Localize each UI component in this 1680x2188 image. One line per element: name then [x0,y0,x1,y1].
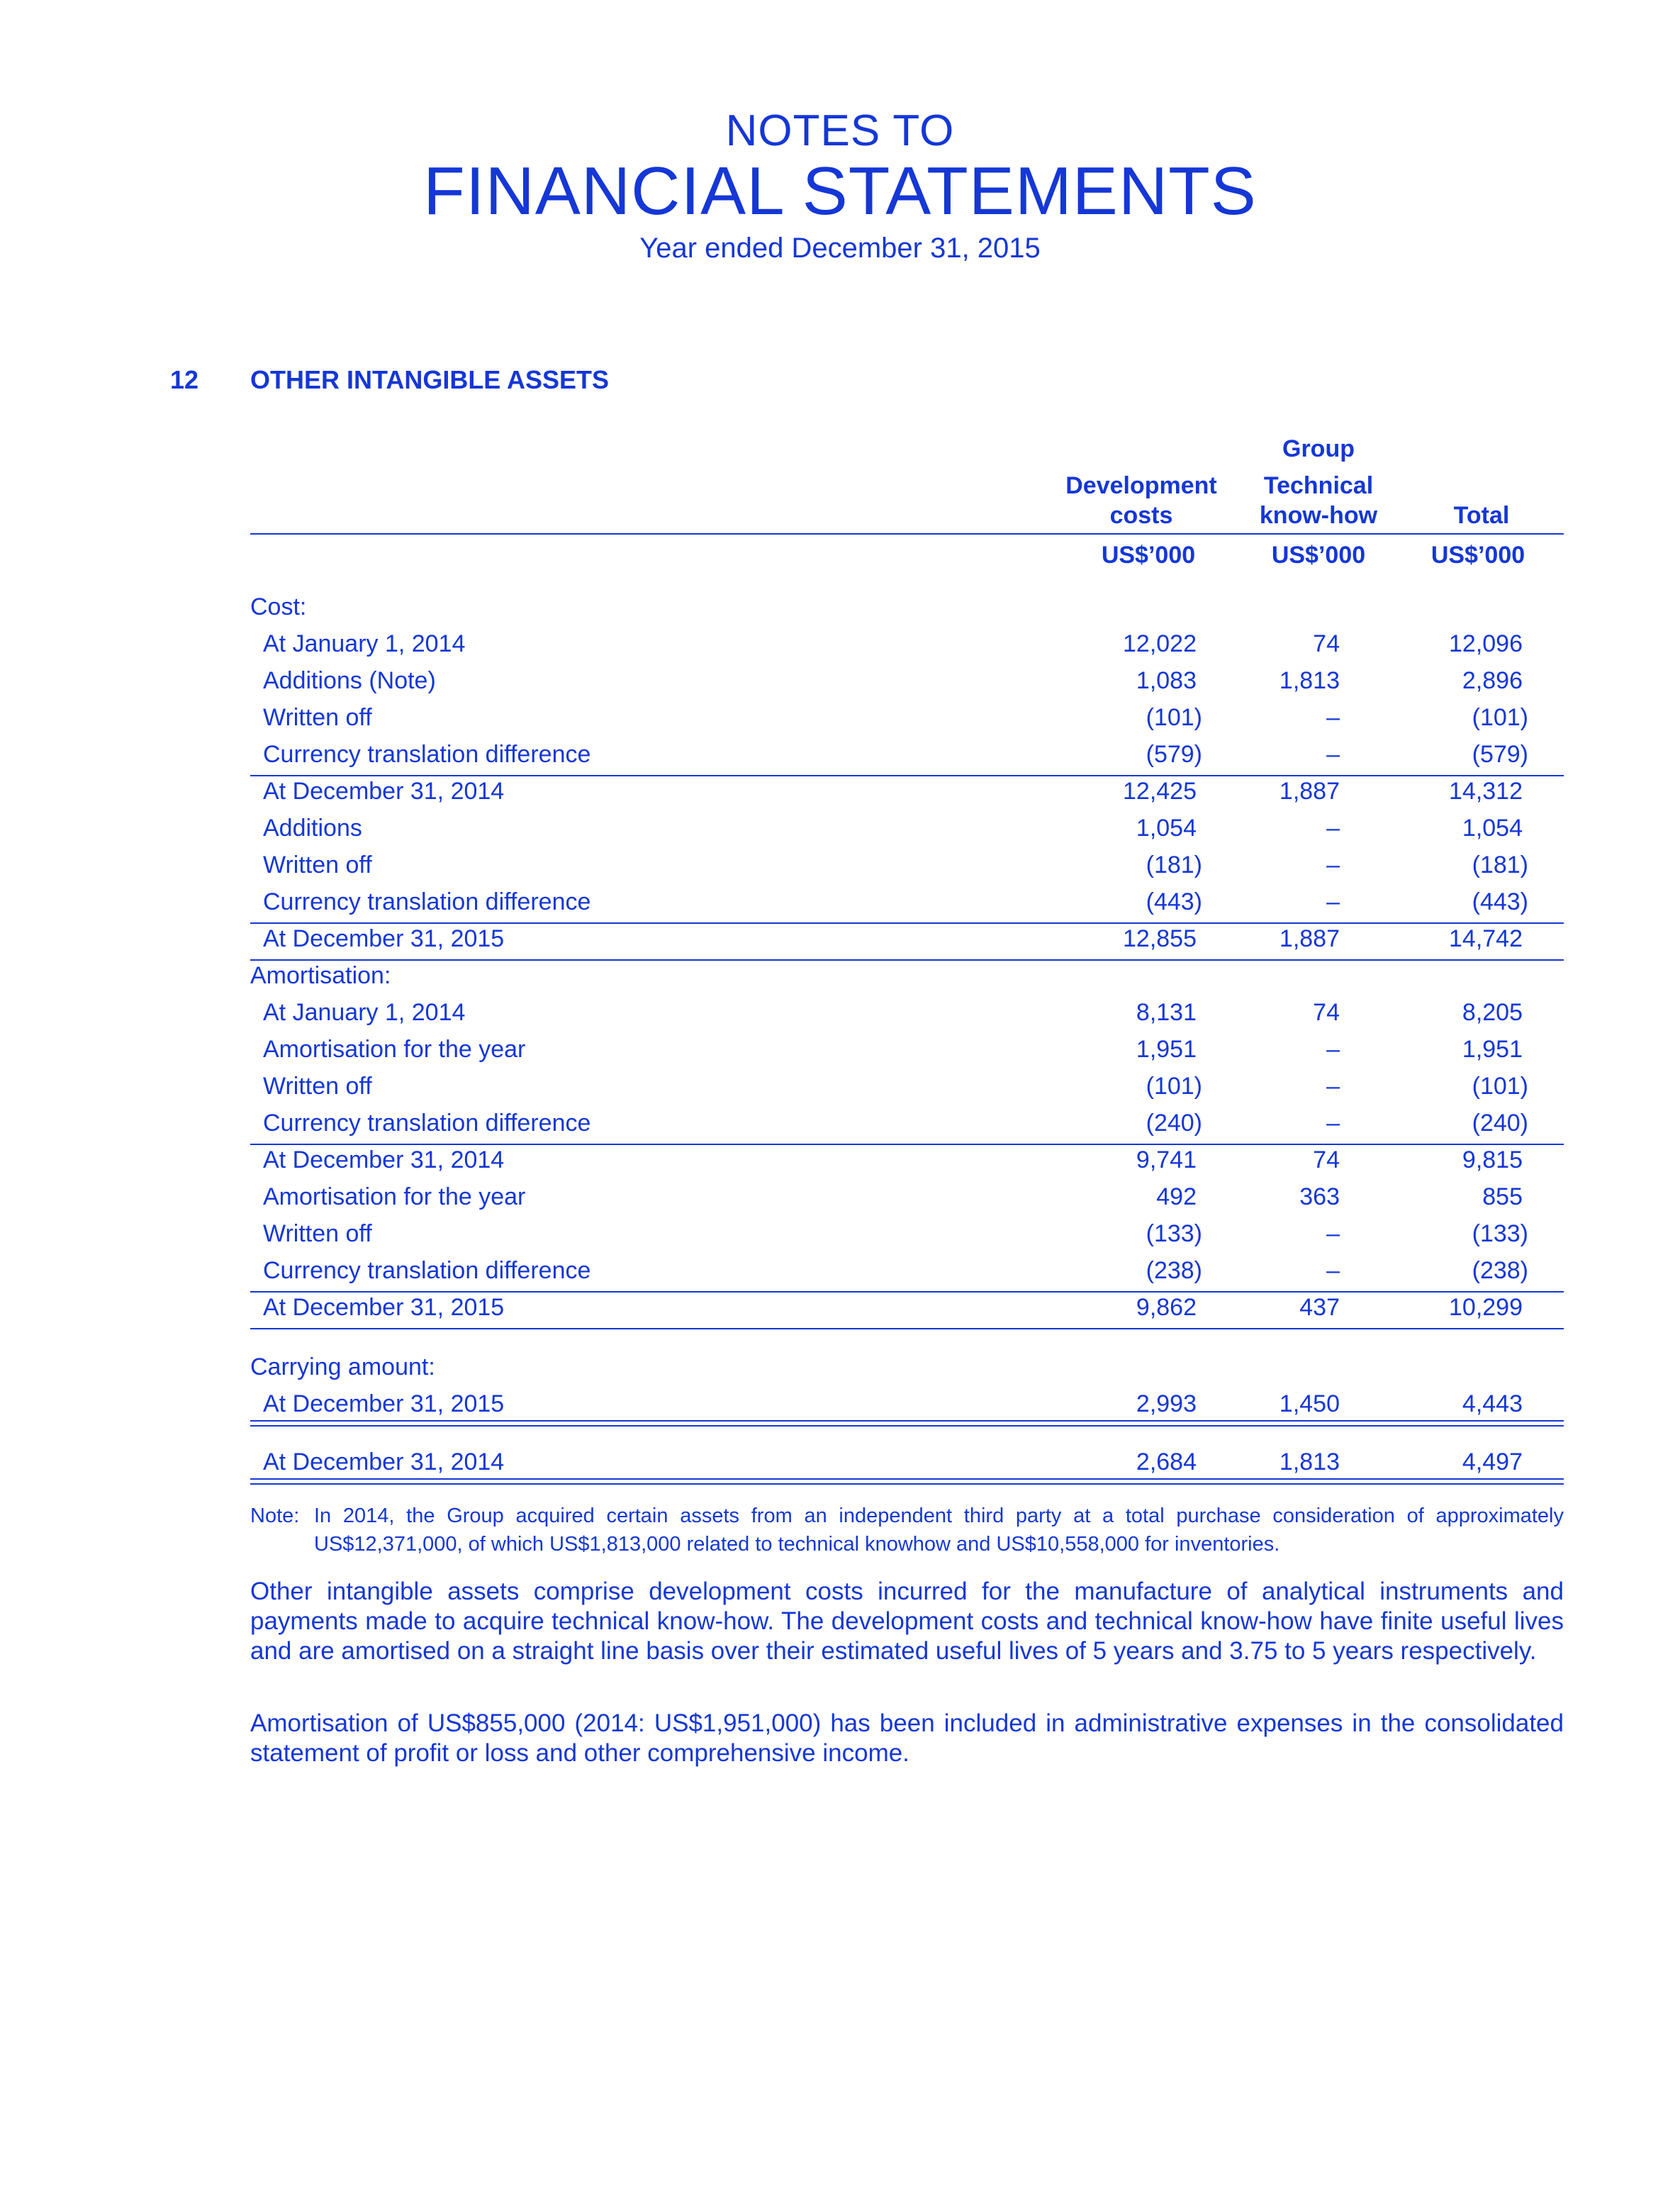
row-label: Amortisation: [250,962,391,989]
cell-total: (181) [1472,852,1528,878]
cell-technical: – [1326,1257,1340,1284]
row-label: Cost: [250,593,307,620]
page-subtitle: Year ended December 31, 2015 [639,233,1041,264]
col-development-unit: US$’000 [1101,542,1196,569]
cell-development: 1,951 [1136,1036,1197,1063]
row-label: Written off [263,852,372,878]
section-title: OTHER INTANGIBLE ASSETS [250,365,610,394]
table-row [250,1068,1564,1105]
cell-total: 9,815 [1462,1146,1523,1173]
col-total-unit: US$’000 [1430,542,1525,569]
group-header: Group [1282,435,1355,462]
row-label: At January 1, 2014 [263,999,466,1026]
row-label: Currency translation difference [263,741,591,768]
cell-total: (579) [1472,741,1528,768]
col-technical-unit: US$’000 [1271,542,1366,569]
cell-total: (240) [1472,1110,1528,1137]
cell-development: (133) [1146,1220,1202,1247]
table-row [250,847,1564,883]
cell-development: (240) [1146,1110,1202,1137]
row-label: Currency translation difference [263,1257,591,1284]
row-label: Currency translation difference [263,1110,591,1137]
row-label: Carrying amount: [250,1353,435,1380]
cell-development: 12,022 [1123,630,1197,657]
table-row [250,1105,1564,1142]
cell-total: 1,054 [1462,815,1523,842]
table-row [250,1289,1564,1326]
row-label: Amortisation for the year [263,1036,526,1063]
table-row [250,1031,1564,1068]
row-label: At December 31, 2015 [263,1390,505,1417]
double-rule-top [250,1420,1564,1422]
cell-total: (238) [1472,1257,1528,1284]
row-label: At December 31, 2015 [263,1294,505,1321]
double-rule-bottom [250,1483,1564,1485]
cell-development: (579) [1146,741,1202,768]
table-row [250,625,1564,662]
col-technical-line1: Technical [1263,472,1374,499]
cell-total: 14,312 [1449,778,1523,805]
cell-technical: – [1326,852,1340,878]
paragraph-description: Other intangible assets comprise development costs incurred for the manufacture of analytical instruments and payments made to acquire technical know-how. The development costs and technical know-how have finite useful lives and are amortised on a straight line basis over their estimated useful lives of 5 years and 3.75 to 5 years respectively. [250,1578,1564,1665]
col-total-line2: Total [1453,502,1510,529]
cell-development: 2,684 [1136,1449,1197,1475]
row-label: Currency translation difference [263,888,591,915]
col-technical-line2: know-how [1259,502,1378,529]
cell-total: 8,205 [1462,999,1523,1026]
cell-technical: – [1326,1036,1340,1063]
cell-total: 2,896 [1462,667,1523,694]
cell-development: 8,131 [1136,999,1197,1026]
table-note [250,1502,1564,1558]
table-row [250,1142,1564,1178]
cell-technical: 74 [1313,999,1340,1026]
cell-development: 1,083 [1136,667,1197,694]
page-header-notes-to: NOTES TO [725,106,955,155]
cell-technical: – [1326,704,1340,731]
cell-development: 9,741 [1136,1146,1197,1173]
cell-technical: – [1326,741,1340,768]
cell-development: (181) [1146,852,1202,878]
cell-technical: 1,887 [1279,778,1340,805]
cell-development: 2,993 [1136,1390,1197,1417]
paragraph-amortisation: Amortisation of US$855,000 (2014: US$1,951,000) has been included in administrative expenses in the consolidated statement of profit or loss and other comprehensive income. [250,1709,1564,1767]
row-label: Additions [263,815,362,842]
table-row [250,1444,1564,1480]
cell-total: 14,742 [1449,925,1523,952]
cell-total: (443) [1472,888,1528,915]
cell-technical: 1,450 [1279,1390,1340,1417]
section-number: 12 [170,365,199,394]
cell-technical: – [1326,1110,1340,1137]
cell-total: 12,096 [1449,630,1523,657]
table-row [250,773,1564,810]
cell-technical: – [1326,1220,1340,1247]
row-label: At December 31, 2015 [263,925,505,952]
row-label: Written off [263,704,372,731]
table-row [250,883,1564,920]
cell-total: 10,299 [1449,1294,1523,1321]
row-label: Written off [263,1073,372,1100]
double-rule-top [250,1478,1564,1480]
row-label: At January 1, 2014 [263,630,466,657]
table-row [250,1349,1564,1385]
table-row [250,994,1564,1031]
table-row [250,736,1564,773]
cell-technical: – [1326,815,1340,842]
cell-development: (101) [1146,1073,1202,1100]
table-row [250,699,1564,736]
cell-development: 12,855 [1123,925,1197,952]
row-label: Written off [263,1220,372,1247]
row-label: At December 31, 2014 [263,778,505,805]
cell-technical: 74 [1313,630,1340,657]
table-row [250,1178,1564,1215]
cell-total: (101) [1472,704,1528,731]
note-text: In 2014, the Group acquired certain assets from an independent third party at a total purchase consideration of approximately US$12,371,000, of which US$1,813,000 related to technical knowhow and US$10,558,000 for inventories. [314,1505,1564,1556]
header-rule [250,533,1564,535]
cell-development: 12,425 [1123,778,1197,805]
col-development-line1: Development [1065,472,1217,499]
table-row [250,588,1564,625]
table-row [250,1215,1564,1252]
row-label: Amortisation for the year [263,1183,526,1210]
table-row [250,920,1564,957]
table-row [250,1252,1564,1289]
cell-technical: 74 [1313,1146,1340,1173]
table-row [250,957,1564,994]
col-development-line2: costs [1109,502,1173,529]
cell-technical: 363 [1299,1183,1340,1210]
double-rule-bottom [250,1425,1564,1427]
cell-technical: 437 [1299,1294,1340,1321]
cell-development: (101) [1146,704,1202,731]
cell-development: (443) [1146,888,1202,915]
row-label: At December 31, 2014 [263,1449,505,1475]
cell-development: 1,054 [1136,815,1197,842]
table-row [250,810,1564,847]
cell-technical: – [1326,888,1340,915]
page-title: FINANCIAL STATEMENTS [423,153,1257,229]
cell-total: 4,443 [1462,1390,1523,1417]
note-label: Note: [250,1505,300,1527]
cell-total: (101) [1472,1073,1528,1100]
cell-development: 492 [1156,1183,1197,1210]
table-row [250,662,1564,699]
row-label: Additions (Note) [263,667,436,694]
cell-total: 1,951 [1462,1036,1523,1063]
cell-technical: – [1326,1073,1340,1100]
table-row [250,1385,1564,1422]
cell-development: 9,862 [1136,1294,1197,1321]
cell-total: (133) [1472,1220,1528,1247]
cell-development: (238) [1146,1257,1202,1284]
cell-technical: 1,813 [1279,667,1340,694]
row-label: At December 31, 2014 [263,1146,505,1173]
cell-technical: 1,813 [1279,1449,1340,1475]
cell-technical: 1,887 [1279,925,1340,952]
cell-total: 4,497 [1462,1449,1523,1475]
total-rule [250,1328,1564,1329]
cell-total: 855 [1482,1183,1523,1210]
